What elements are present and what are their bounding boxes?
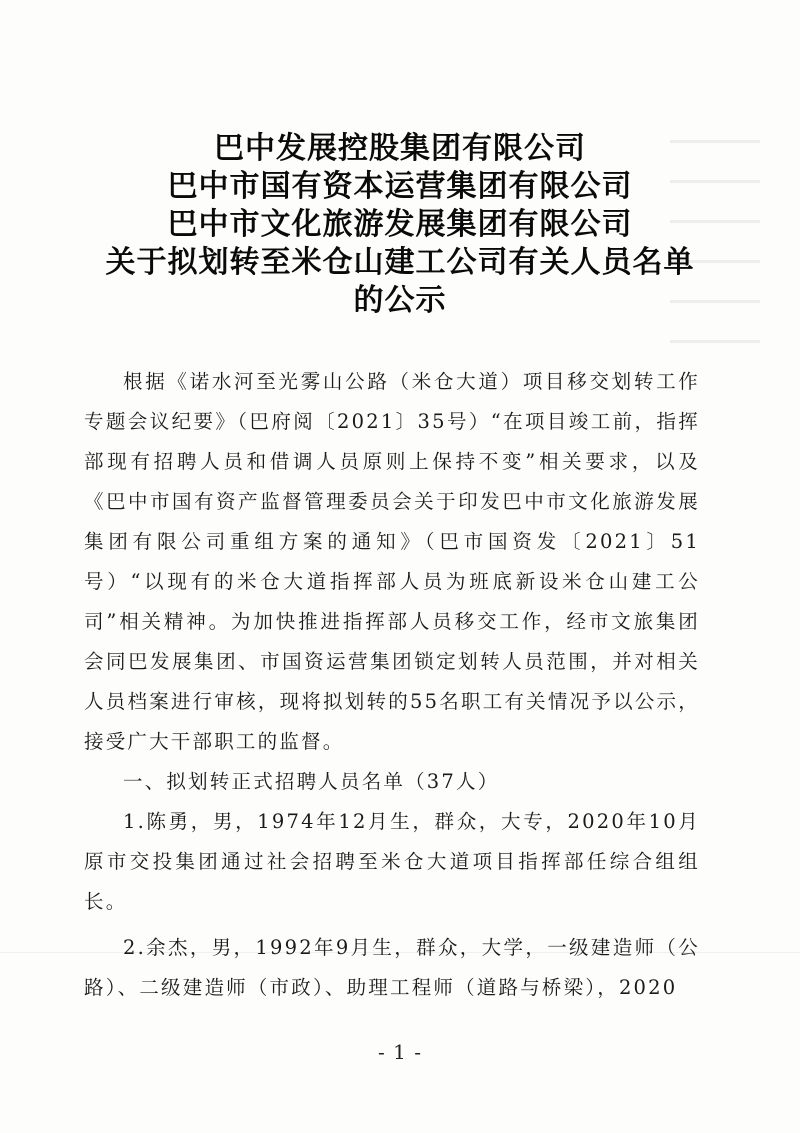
list-item: 1.陈勇，男，1974年12月生，群众，大专，2020年10月原市交投集团通过社会招聘至米仓大道项目指挥部任综合组组长。: [84, 810, 700, 913]
title-line-1: 巴中发展控股集团有限公司: [214, 131, 586, 166]
document-title: [0, 130, 800, 320]
intro-paragraph: 根据《诺水河至光雾山公路（米仓大道）项目移交划转工作专题会议纪要》（巴府阅〔2021〕35号）“在项目竣工前，指挥部现有招聘人员和借调人员原则上保持不变”相关要求，以及《巴中市国有资产监督管理委员会关于印发巴中市文化旅游发展集团有限公司重组方案的通知》（巴市国资发〔2021〕51号）“以现有的米仓大道指挥部人员为班底新设米仓山建工公司”相关精神。为加快推进指挥部人员移交工作，经市文旅集团会同巴发展集团、市国资运营集团锁定划转人员范围，并对相关人员档案进行审核，现将拟划转的55名职工有关情况予以公示，接受广大干部职工的监督。: [84, 370, 700, 753]
document-body: [84, 362, 700, 1008]
list-item: 2.余杰，男，1992年9月生，群众，大学，一级建造师（公路）、二级建造师（市政）、助理工程师（道路与桥梁），2020: [84, 936, 700, 999]
title-line-2: 巴中市国有资本运营集团有限公司: [167, 169, 633, 204]
title-line-5: 的公示: [353, 283, 447, 318]
title-line-4: 关于拟划转至米仓山建工公司有关人员名单: [105, 245, 695, 280]
section-heading-1: 一、拟划转正式招聘人员名单（37人）: [123, 770, 500, 793]
page-number: - 1 -: [378, 1040, 422, 1064]
title-line-3: 巴中市文化旅游发展集团有限公司: [167, 207, 633, 242]
